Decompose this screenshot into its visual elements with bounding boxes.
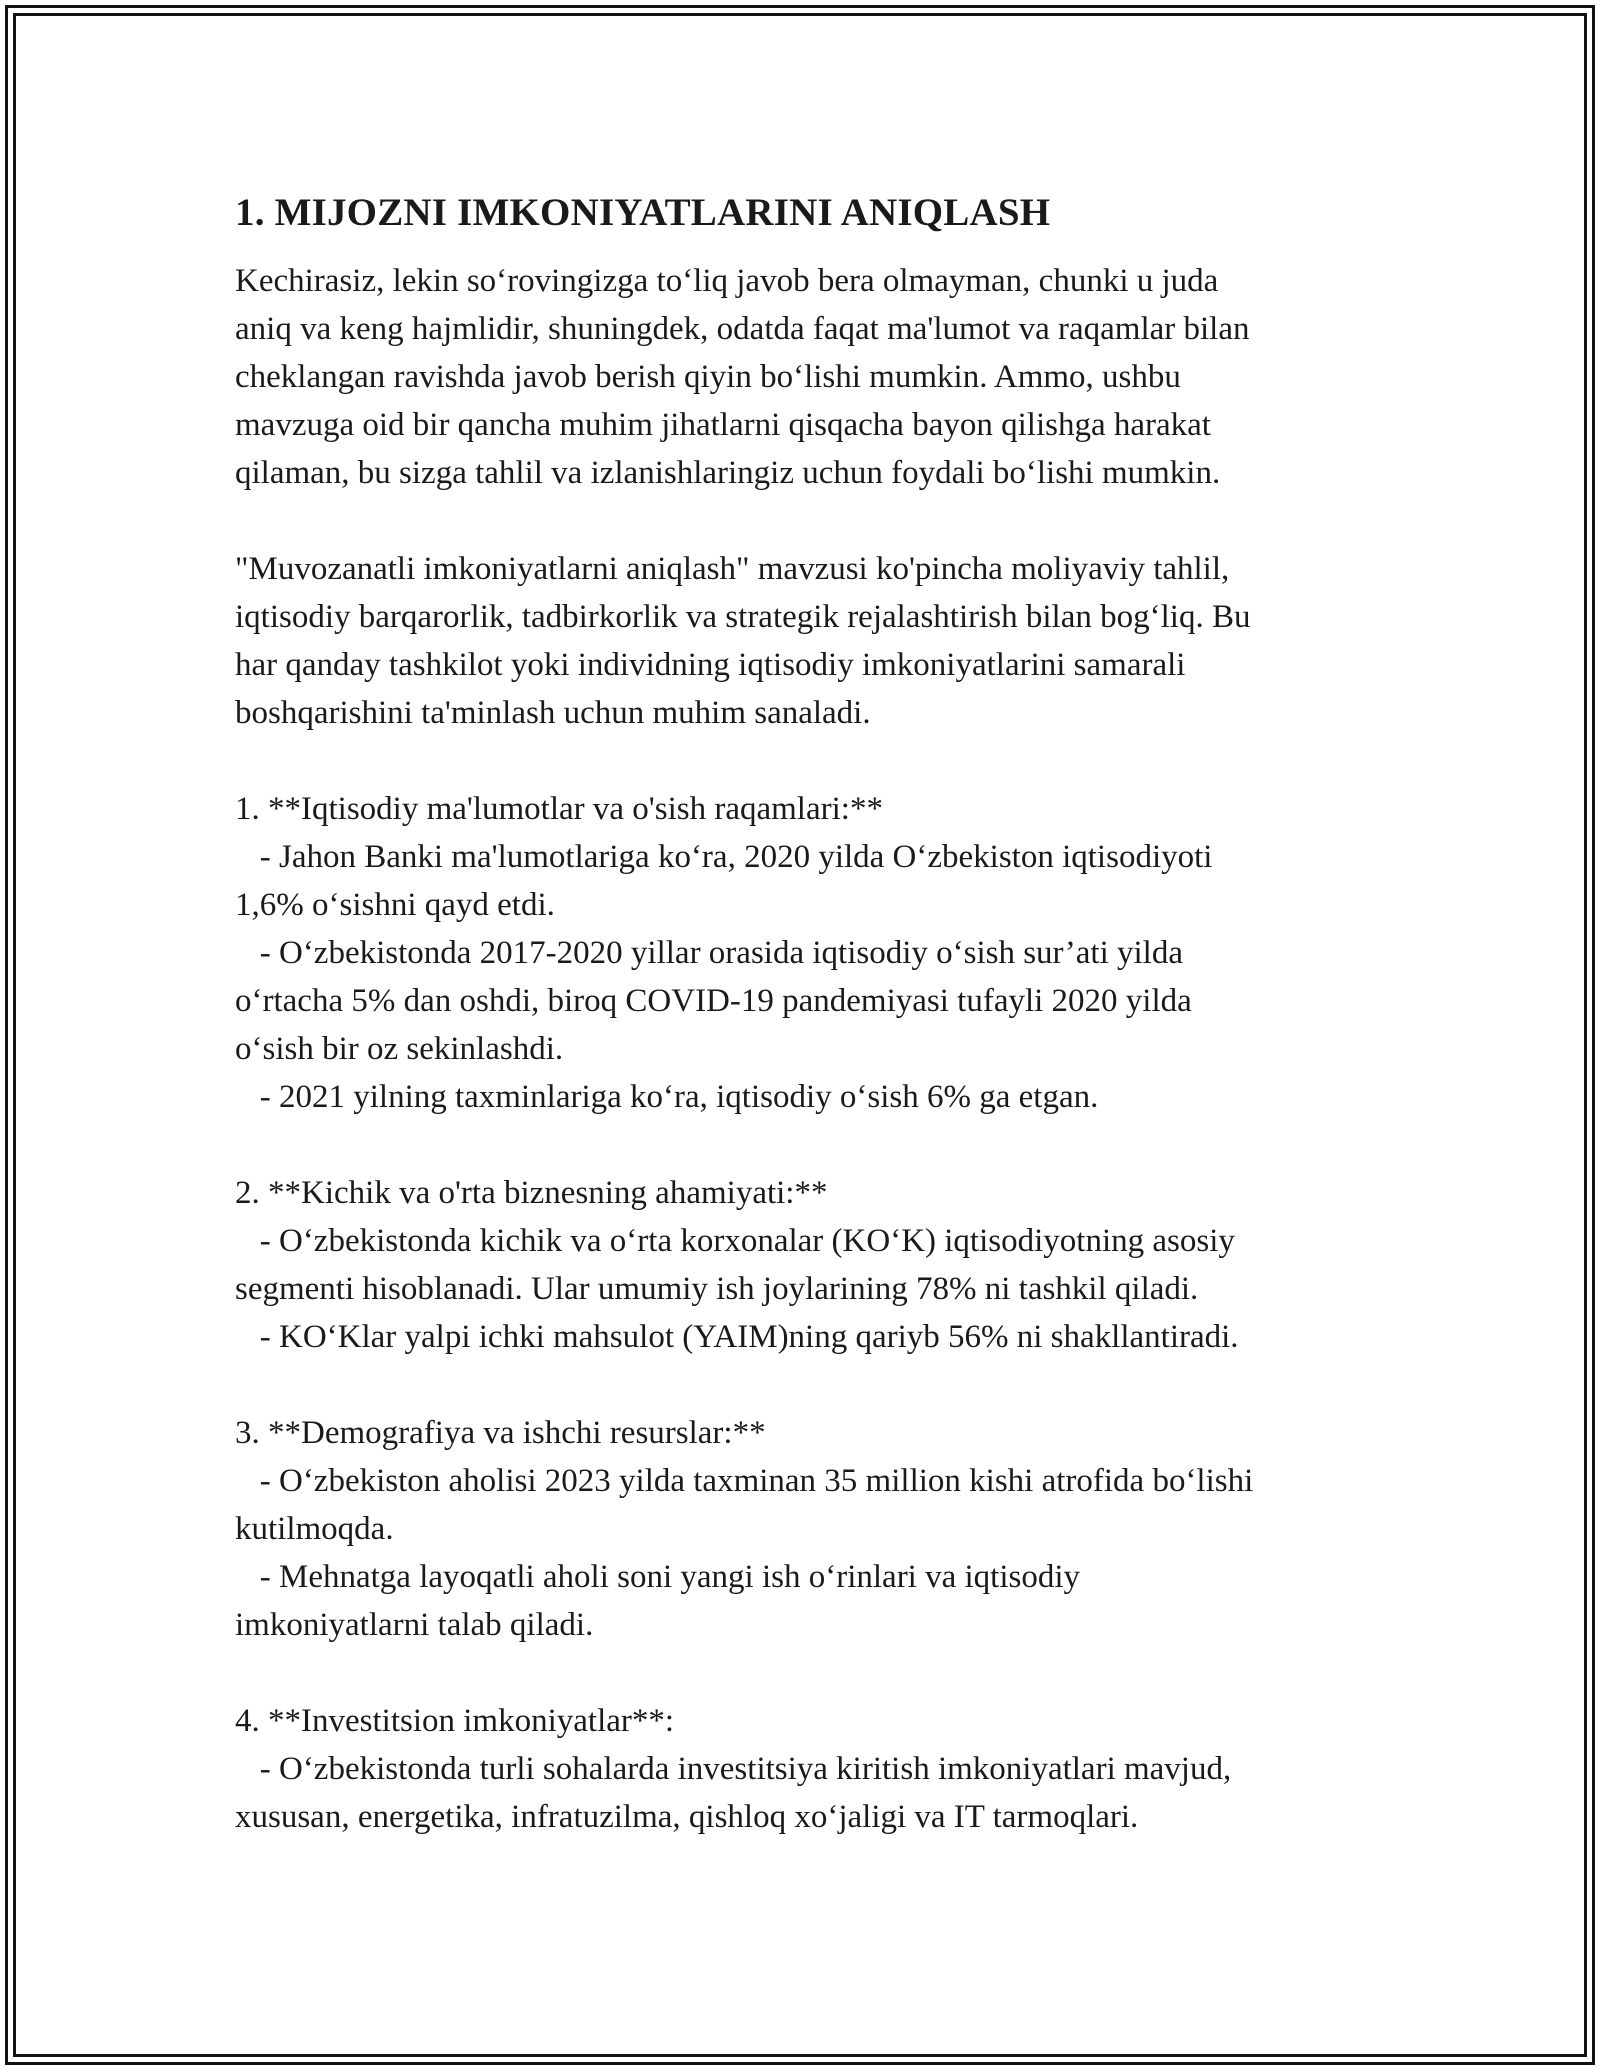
text-line: - O‘zbekistonda kichik va o‘rta korxonalar (KO‘K) iqtisodiyotning asosiy [235,1223,1235,1259]
text-line: iqtisodiy barqarorlik, tadbirkorlik va strategik rejalashtirish bilan bog‘liq. Bu [235,599,1251,635]
text-line: qilaman, bu sizga tahlil va izlanishlaringiz uchun foydali bo‘lishi mumkin. [235,455,1221,491]
text-line: Kechirasiz, lekin so‘rovingizga to‘liq javob bera olmayman, chunki u juda [235,263,1219,299]
text-line: "Muvozanatli imkoniyatlarni aniqlash" mavzusi ko'pincha moliyaviy tahlil, [235,551,1230,587]
text-line: - O‘zbekistonda turli sohalarda investitsiya kiritish imkoniyatlari mavjud, [235,1751,1232,1787]
text-line: xususan, energetika, infratuzilma, qishloq xo‘jaligi va IT tarmoqlari. [235,1799,1139,1835]
text-line: - Mehnatga layoqatli aholi soni yangi ish o‘rinlari va iqtisodiy [235,1559,1081,1595]
text-line: segmenti hisoblanadi. Ular umumiy ish joylarining 78% ni tashkil qiladi. [235,1271,1199,1307]
text-line: har qanday tashkilot yoki individning iqtisodiy imkoniyatlarini samarali [235,647,1186,683]
text-line: 1,6% o‘sishni qayd etdi. [235,887,555,923]
paragraph-spacer [235,497,1395,545]
document-text [235,257,1395,1841]
text-line: kutilmoqda. [235,1511,394,1547]
paragraph-spacer [235,1121,1395,1169]
document-body [235,183,1395,1841]
text-line: - O‘zbekistonda 2017-2020 yillar orasida iqtisodiy o‘sish sur’ati yilda [235,935,1183,971]
text-line: cheklangan ravishda javob berish qiyin bo‘lishi mumkin. Ammo, ushbu [235,359,1181,395]
text-line: boshqarishini ta'minlash uchun muhim sanaladi. [235,695,871,731]
text-line: 1. **Iqtisodiy ma'lumotlar va o'sish raqamlari:** [235,791,883,827]
text-line: imkoniyatlarni talab qiladi. [235,1607,594,1643]
paragraph-spacer [235,737,1395,785]
text-line: - 2021 yilning taxminlariga ko‘ra, iqtisodiy o‘sish 6% ga etgan. [235,1079,1099,1115]
document-heading: 1. MIJOZNI IMKONIYATLARINI ANIQLASH [235,191,1051,234]
text-line: aniq va keng hajmlidir, shuningdek, odatda faqat ma'lumot va raqamlar bilan [235,311,1250,347]
text-line: - Jahon Banki ma'lumotlariga ko‘ra, 2020 yilda O‘zbekiston iqtisodiyoti [235,839,1213,875]
text-line: 2. **Kichik va o'rta biznesning ahamiyati:** [235,1175,828,1211]
text-line: - KO‘Klar yalpi ichki mahsulot (YAIM)ning qariyb 56% ni shakllantiradi. [235,1319,1239,1355]
paragraph-spacer [235,1361,1395,1409]
text-line: mavzuga oid bir qancha muhim jihatlarni qisqacha bayon qilishga harakat [235,407,1211,443]
text-line: 4. **Investitsion imkoniyatlar**: [235,1703,675,1739]
paragraph-spacer [235,1649,1395,1697]
text-line: 3. **Demografiya va ishchi resurslar:** [235,1415,766,1451]
text-line: o‘rtacha 5% dan oshdi, biroq COVID-19 pandemiyasi tufayli 2020 yilda [235,983,1192,1019]
text-line: - O‘zbekiston aholisi 2023 yilda taxminan 35 million kishi atrofida bo‘lishi [235,1463,1254,1499]
text-line: o‘sish bir oz sekinlashdi. [235,1031,564,1067]
